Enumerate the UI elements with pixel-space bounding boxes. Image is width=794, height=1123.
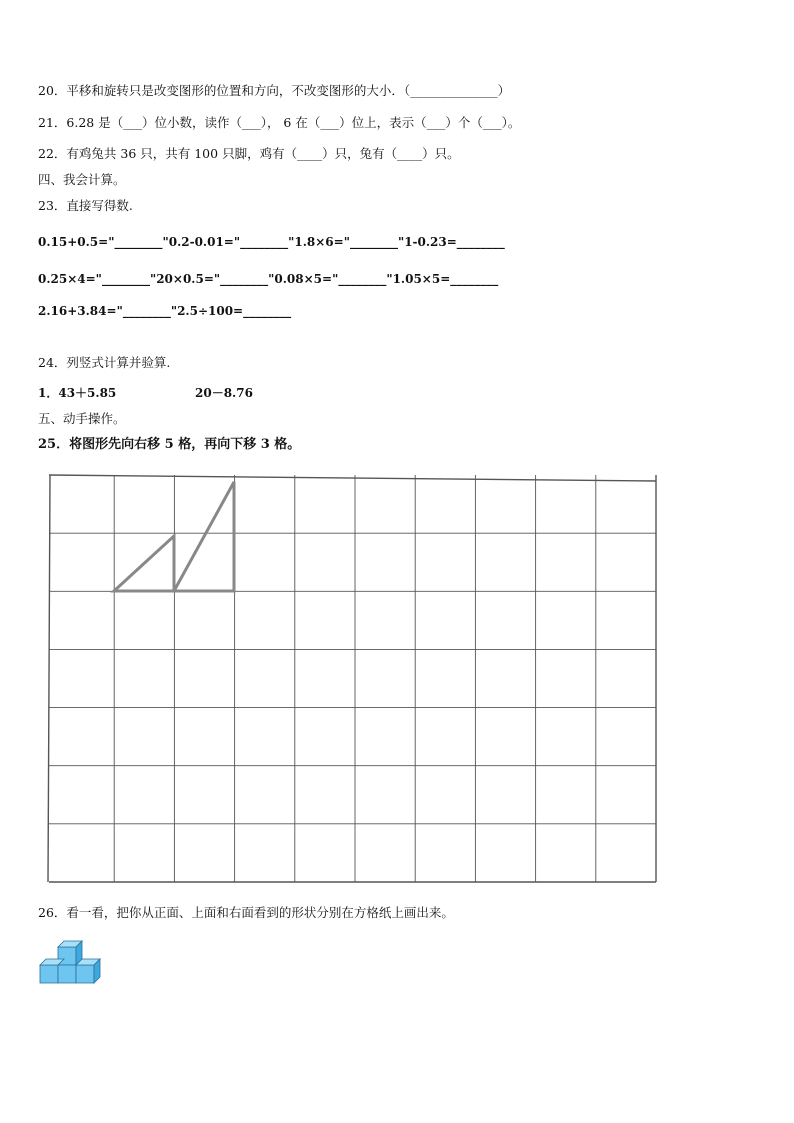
question-21: 21．6.28 是（___）位小数，读作（___）， 6 在（___）位上，表示（___）个（___）。 — [38, 115, 521, 130]
calc-row-2: 0.25×4="________"20×0.5="________"0.08×5="________"1.05×5=________ — [38, 272, 499, 286]
grid-lines — [48, 475, 656, 882]
question-20: 20．平移和旋转只是改变图形的位置和方向，不改变图形的大小．（______________） — [38, 83, 511, 98]
cube-middle — [58, 965, 76, 983]
question-22: 22．有鸡兔共 36 只，共有 100 只脚，鸡有（____）只，兔有（____）只。 — [38, 146, 460, 161]
section-5-heading: 五、动手操作。 — [38, 411, 126, 426]
q24-item-2: 20－8.76 — [195, 386, 253, 400]
large-triangle — [174, 482, 234, 591]
calc-row-1: 0.15+0.5="________"0.2-0.01="________"1.8×6="________"1-0.23=________ — [38, 235, 505, 249]
question-25: 25．将图形先向右移 5 格，再向下移 3 格。 — [38, 437, 301, 452]
section-4-heading: 四、我会计算。 — [38, 172, 126, 187]
calc-row-3: 2.16+3.84="________"2.5÷100=________ — [38, 304, 292, 318]
small-triangle — [114, 536, 174, 591]
grid-vline — [48, 475, 50, 882]
question-24: 24．列竖式计算并验算. — [38, 355, 171, 370]
cube-stack-figure — [36, 936, 108, 986]
q24-item-1: 1．43＋5.85 — [38, 386, 117, 400]
question-23: 23．直接写得数. — [38, 198, 133, 213]
grid-hline — [49, 475, 656, 481]
cube-right — [76, 959, 100, 983]
question-26: 26．看一看，把你从正面、上面和右面看到的形状分别在方格纸上画出来。 — [38, 905, 454, 920]
